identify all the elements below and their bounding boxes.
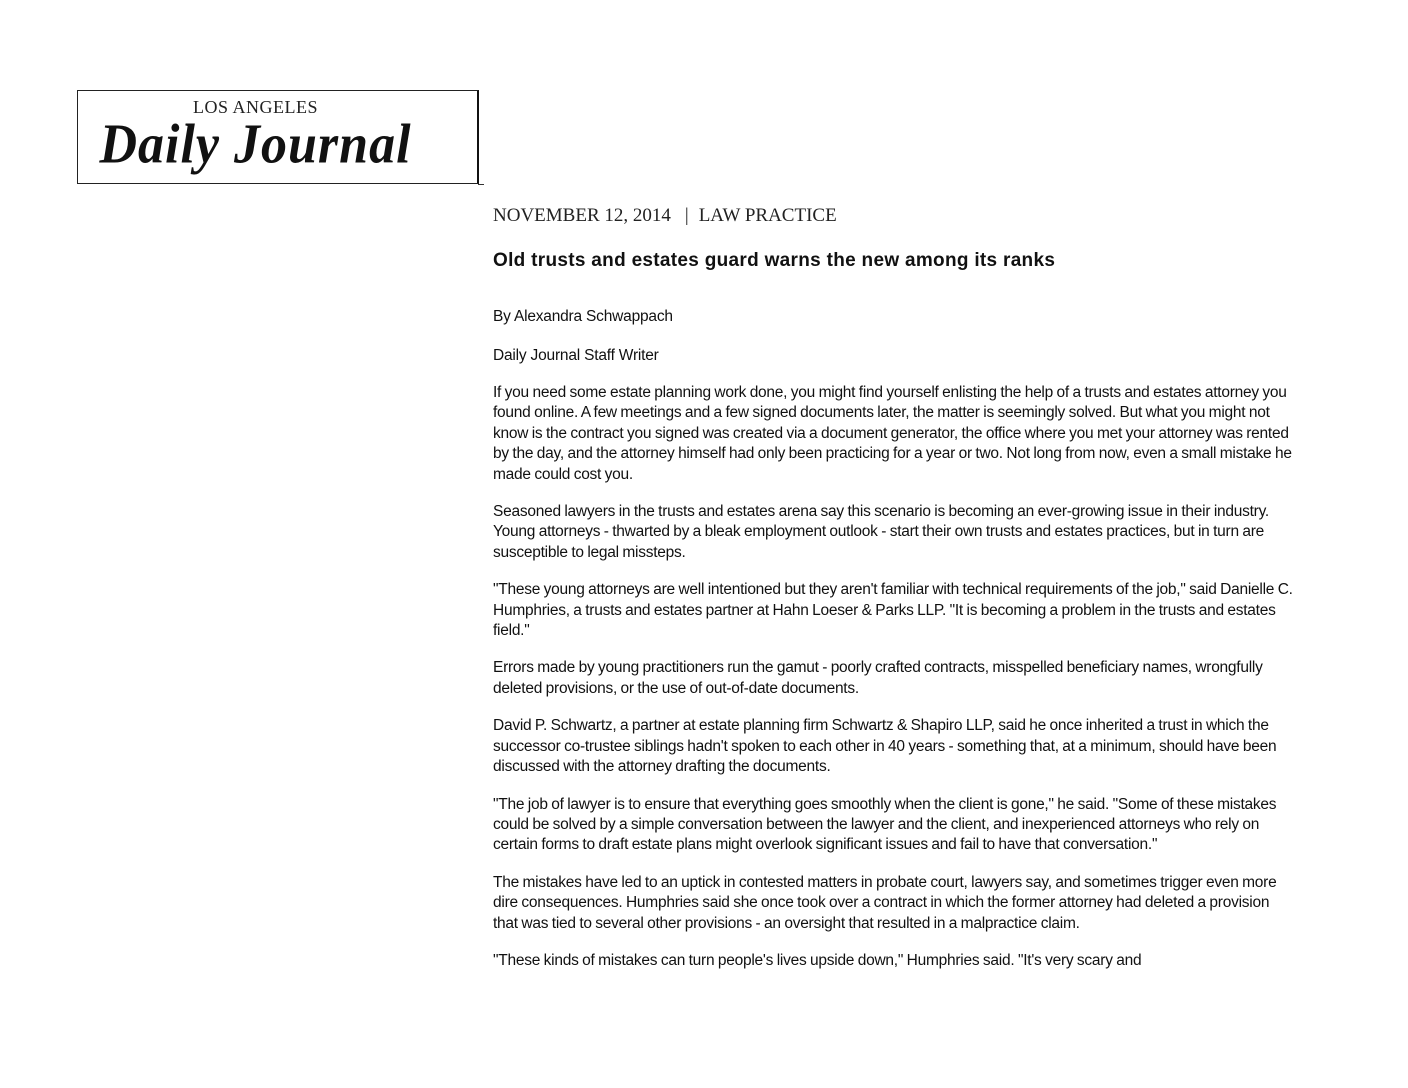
- article-paragraph: "These kinds of mistakes can turn people's lives upside down," Humphries said. "It's very scary and: [493, 951, 1142, 969]
- masthead-logo: [77, 90, 479, 184]
- article-date: NOVEMBER 12, 2014: [493, 205, 671, 226]
- dateline: [493, 203, 1293, 229]
- article-staff-line: Daily Journal Staff Writer: [493, 346, 659, 364]
- article-headline: Old trusts and estates guard warns the new among its ranks: [493, 250, 1056, 271]
- article-paragraph: If you need some estate planning work done, you might find yourself enlisting the help of a trusts and estates attorney you found online. A few meetings and a few signed documents later, the matter is seemingly solved. But what you might not know is the contract you signed was created via a document generator, the office where you met your attorney was rented by the day, and the attorney himself had only been practicing for a year or two. Not long from now, even a small mistake he made could cost you.: [493, 384, 1292, 483]
- article-paragraph: "The job of lawyer is to ensure that everything goes smoothly when the client is gone," he said. "Some of these mistakes could be solved by a simple conversation between the lawyer and the client, and inexperienced attorneys who rely on certain forms to draft estate plans might overlook significant issues and fail to have that conversation.": [493, 795, 1277, 854]
- article-paragraph: Seasoned lawyers in the trusts and estates arena say this scenario is becoming an ever-growing issue in their industry. Young attorneys - thwarted by a bleak employment outlook - start their own trusts and estates practices, but in turn are susceptible to legal missteps.: [493, 503, 1269, 561]
- article-paragraph: "These young attorneys are well intentioned but they aren't familiar with technical requirements of the job," said Danielle C. Humphries, a trusts and estates partner at Hahn Loeser & Parks LLP. "It is becoming a problem in the trusts and estates field.": [493, 581, 1293, 640]
- article-section: LAW PRACTICE: [698, 205, 837, 226]
- masthead-city: LOS ANGELES: [192, 97, 318, 117]
- article: [493, 203, 1293, 971]
- article-paragraph: David P. Schwartz, a partner at estate planning firm Schwartz & Shapiro LLP, said he once inherited a trust in which the successor co-trustee siblings hadn't spoken to each other in 40 years - something that, at a minimum, should have been discussed with the attorney drafting the documents.: [493, 717, 1277, 776]
- article-byline: By Alexandra Schwappach: [493, 308, 673, 325]
- masthead-title: Daily Journal: [99, 113, 412, 176]
- article-paragraph: The mistakes have led to an uptick in contested matters in probate court, lawyers say, and sometimes trigger even more dire consequences. Humphries said she once took over a contract in which the former attorney had deleted a provision that was tied to several other provisions - an oversight that resulted in a malpractice claim.: [493, 873, 1277, 932]
- dateline-separator: |: [684, 205, 689, 226]
- article-paragraph: Errors made by young practitioners run the gamut - poorly crafted contracts, misspelled beneficiary names, wrongfully deleted provisions, or the use of out-of-date documents.: [493, 659, 1263, 697]
